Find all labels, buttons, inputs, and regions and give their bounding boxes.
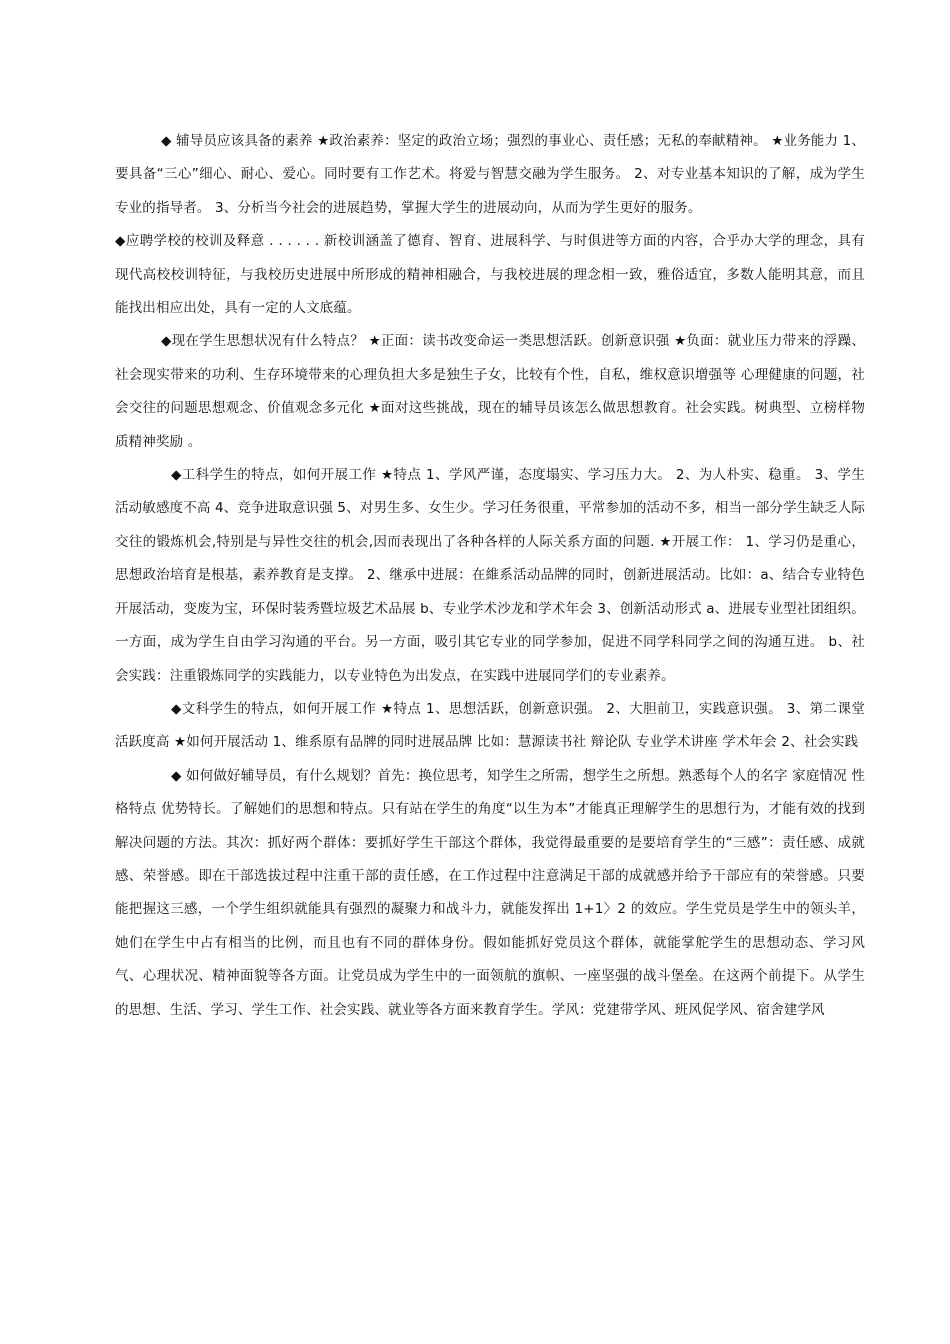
paragraph-student-thinking: ◆现在学生思想状况有什么特点？ ★正面：读书改变命运一类思想活跃。创新意识强 ★负面：就业压力带来的浮躁、社会现实带来的功利、生存环境带来的心理负担大多是独生子女，比较有个性，自私，维权意识增强等 心理健康的问题，社会交往的问题思想观念、价值观念多元化 ★面对这些挑战，现在的辅导员该怎么做思想教育。社会实践。树典型、立榜样物质精神奖励 。 [115,333,865,450]
paragraph-liberal-arts-students: ◆文科学生的特点，如何开展工作 ★特点 1、思想活跃，创新意识强。 2、大胆前卫，实践意识强。 3、第二课堂活跃度高 ★如何开展活动 1、维系原有品牌的同时进展品牌 比如：慧源读书社 辩论队 专业学术讲座 学术年会 2、社会实践 [115,700,865,751]
paragraph-engineering-students: ◆工科学生的特点，如何开展工作 ★特点 1、学风严谨，态度塌实、学习压力大。 2、为人朴实、稳重。 3、学生活动敏感度不高 4、竞争进取意识强 5、对男生多、女生少。学习任务很重，平常参加的活动不多，相当一部分学生缺乏人际交往的锻炼机会,特别是与异性交往的机会,因而表现出了各种各样的人际关系方面的问题. ★开展工作： 1、学习仍是重心，思想政治培育是根基，素养教育是支撑。 2、继承中进展：在維系活动品牌的同时，创新进展活动。比如：a、结合专业特色开展活动，变废为宝，环保时装秀暨垃圾艺术品展 b、专业学术沙龙和学术年会 3、创新活动形式 a、进展专业型社团组织。一方面，成为学生自由学习沟通的平台。另一方面，吸引其它专业的同学参加，促进不同学科同学之间的沟通互进。 b、社会实践：注重锻炼同学的实践能力，以专业特色为出发点，在实践中进展同学们的专业素养。 [115,467,865,684]
paragraph-counselor-qualities: ◆ 辅导员应该具备的素养 ★政治素养：坚定的政治立场；强烈的事业心、责任感；无私的奉献精神。 ★业务能力 1、要具备“三心”细心、耐心、爱心。同时要有工作艺术。将爱与智慧交融为学生服务。 2、对专业基本知识的了解，成为学生专业的指导者。 3、分析当今社会的进展趋势，掌握大学生的进展动向，从而为学生更好的服务。 [115,133,865,216]
document-body [115,125,865,1027]
paragraph-school-motto: ◆应聘学校的校训及释意 . . . . . . 新校训涵盖了德育、智育、进展科学、与时俱进等方面的内容，合乎办大学的理念，具有现代高校校训特征，与我校历史进展中所形成的精神相融合，与我校进展的理念相一致，雅俗适宜，多数人能明其意，而且能找出相应出处，具有一定的人文底蕴。 [115,233,865,317]
paragraph-counselor-plan: ◆ 如何做好辅导员，有什么规划？首先：换位思考，知学生之所需，想学生之所想。熟悉每个人的名字 家庭情况 性格特点 优势特长。了解她们的思想和特点。只有站在学生的角度“以生为本”才能真正理解学生的思想行为，才能有效的找到解决问题的方法。其次：抓好两个群体：要抓好学生干部这个群体，我觉得最重要的是要培育学生的“三感”：责任感、成就感、荣誉感。即在干部选拔过程中注重干部的责任感，在工作过程中注意满足干部的成就感并给予干部应有的荣誉感。只要能把握这三感，一个学生组织就能具有强烈的凝聚力和战斗力，就能发挥出 1+1〉2 的效应。学生党员是学生中的领头羊，她们在学生中占有相当的比例，而且也有不同的群体身份。假如能抓好党员这个群体，就能掌舵学生的思想动态、学习风气、心理状况、精神面貌等各方面。让党员成为学生中的一面领航的旗帜、一座坚强的战斗堡垒。在这两个前提下。从学生的思想、生活、学习、学生工作、社会实践、就业等各方面来教育学生。学风：党建带学风、班风促学风、宿舍建学风 [115,767,865,1018]
